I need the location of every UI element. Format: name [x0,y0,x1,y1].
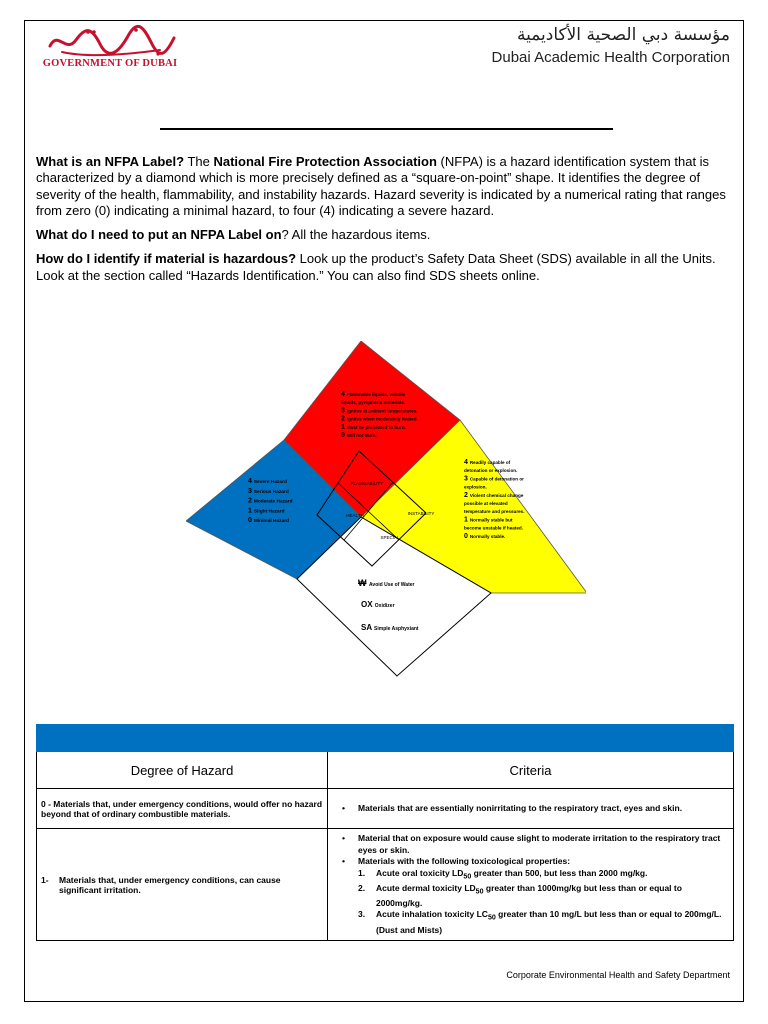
instability-line: 3 Capable of detonation or [464,475,524,483]
row0-criteria [328,789,734,829]
health-line: 2 Moderate Hazard [248,497,293,505]
label-flammability: FLAMMABILITY [350,481,384,486]
row1-bullet-1: • Material that on exposure would cause slight to moderate irritation to the respiratory tract eyes or skin. [340,833,729,856]
flammability-line: liquids, pyrophoric materials. [341,400,406,406]
instability-line: 1 Normally stable but [464,516,513,524]
table-row [37,829,734,941]
instability-line: detonation or explosion. [464,468,518,474]
table-banner-cell [37,725,734,752]
row1-degree-content [41,875,323,895]
government-of-dubai-logo [40,24,180,74]
q2-text: ? All the hazardous items. [281,227,431,243]
row1-criteria [328,829,734,941]
q3-heading: How do I identify if material is hazardous? [36,251,297,267]
dahc-logo [470,24,730,68]
dahc-english-name: Dubai Academic Health Corporation [491,49,730,66]
health-line: 3 Serious Hazard [248,487,289,495]
q1-text: (NFPA) is a hazard identification system that is characterized by a diamond which is more precisely defined as a “square-on-point” shape. It identifies the degree of severity of the health, flammability, and instability hazards. Hazard severity is indicated by a numerical rating that ranges from zero (0) indicating a minimal hazard, to four (4) indicating a severe hazard. [36,154,726,218]
row1-toxicity-list [340,868,729,937]
row1-degree-number: 1- [41,874,49,885]
footer-department: Corporate Environmental Health and Safety Department [506,970,730,980]
nfpa-diamond [186,341,586,685]
instability-line: 4 Readily capable of [464,459,511,466]
special-symbol-line: ₩ Avoid Use of Water [358,578,415,588]
title-rule [160,128,613,130]
table-row [37,789,734,829]
instability-line: 0 Normally stable. [464,532,506,540]
health-line: 4 Severe Hazard [248,478,287,485]
health-line: 1 Slight Hazard [248,507,285,515]
flammability-line: 4 Flammable liquids, volatile [341,391,406,398]
intro-section [36,154,736,292]
header-criteria: Criteria [328,752,734,789]
instability-line: become unstable if heated. [464,525,523,531]
flammability-line: 1 Must be preheated to burn. [341,423,406,431]
toxicity-item: 1. Acute oral toxicity $LD_{50}$ greater than 500, but less than 2000 mg/kg. [358,867,648,881]
row0-bullets [340,803,729,815]
table-banner [37,725,734,752]
dahc-arabic-name: مؤسسة دبي الصحية الأكاديمية [516,25,730,45]
government-of-dubai-calligraphy [40,24,180,58]
instability-line: temperature and pressures. [464,509,525,515]
q2-paragraph [36,227,736,243]
special-symbol-line: SA Simple Asphyxiant [361,623,419,632]
health-line: 0 Minimal Hazard [248,517,290,525]
instability-line: 2 Violent chemical change [464,491,524,499]
row1-degree-text: Materials that, under emergency conditions, can cause significant irritation. [59,874,281,895]
special-symbol-line: OX Oxidizer [361,600,395,609]
government-of-dubai-caption: GOVERNMENT OF DUBAI [42,58,178,69]
hazard-degree-table [36,724,734,941]
q1-paragraph [36,154,736,219]
instability-line: explosion. [464,484,487,490]
instability-line: possible at elevated [464,501,508,506]
q1-heading: What is an NFPA Label? [36,154,185,169]
q2-heading: What do I need to put an NFPA Label on [36,227,282,243]
table-header-row [37,752,734,789]
q1-org-name: National Fire Protection Association [213,154,437,169]
row1-bullets [340,833,729,868]
row0-degree: 0 - Materials that, under emergency conditions, would offer no hazard beyond that of ordinary combustible materials. [37,789,328,829]
row1-degree [37,829,328,941]
header-degree-of-hazard: Degree of Hazard [37,752,328,789]
flammability-line: 0 Will not Burn. [341,432,377,439]
label-special: SPECIAL [380,535,400,540]
label-instability: INSTABILITY [407,511,435,516]
toxicity-item: 3. Acute inhalation toxicity $LC_{50}$ greater than 10 mg/L but less than or equal to 200mg/L. (Dust and Mists) [358,909,722,935]
flammability-line: 3 Ignites at ambient temperatures. [341,407,418,415]
row0-bullet: • Materials that are essentially nonirritating to the respiratory tract, eyes and skin. [340,803,729,815]
q3-text: Look up the product’s Safety Data Sheet (SDS) available in all the Units. Look at the section called “Hazards Identification.” You can also find SDS sheets online. [36,251,716,283]
q3-paragraph [36,251,736,284]
q1-the: The [184,154,214,169]
toxicity-item: 2. Acute dermal toxicity $LD_{50}$ greater than 1000mg/kg but less than or equal to 2000mg/kg. [358,882,682,908]
row1-bullet-2: • Materials with the following toxicological properties: [340,856,729,868]
flammability-line: 2 Ignites when moderately heated. [341,415,418,423]
label-health: HEALTH [346,513,364,518]
